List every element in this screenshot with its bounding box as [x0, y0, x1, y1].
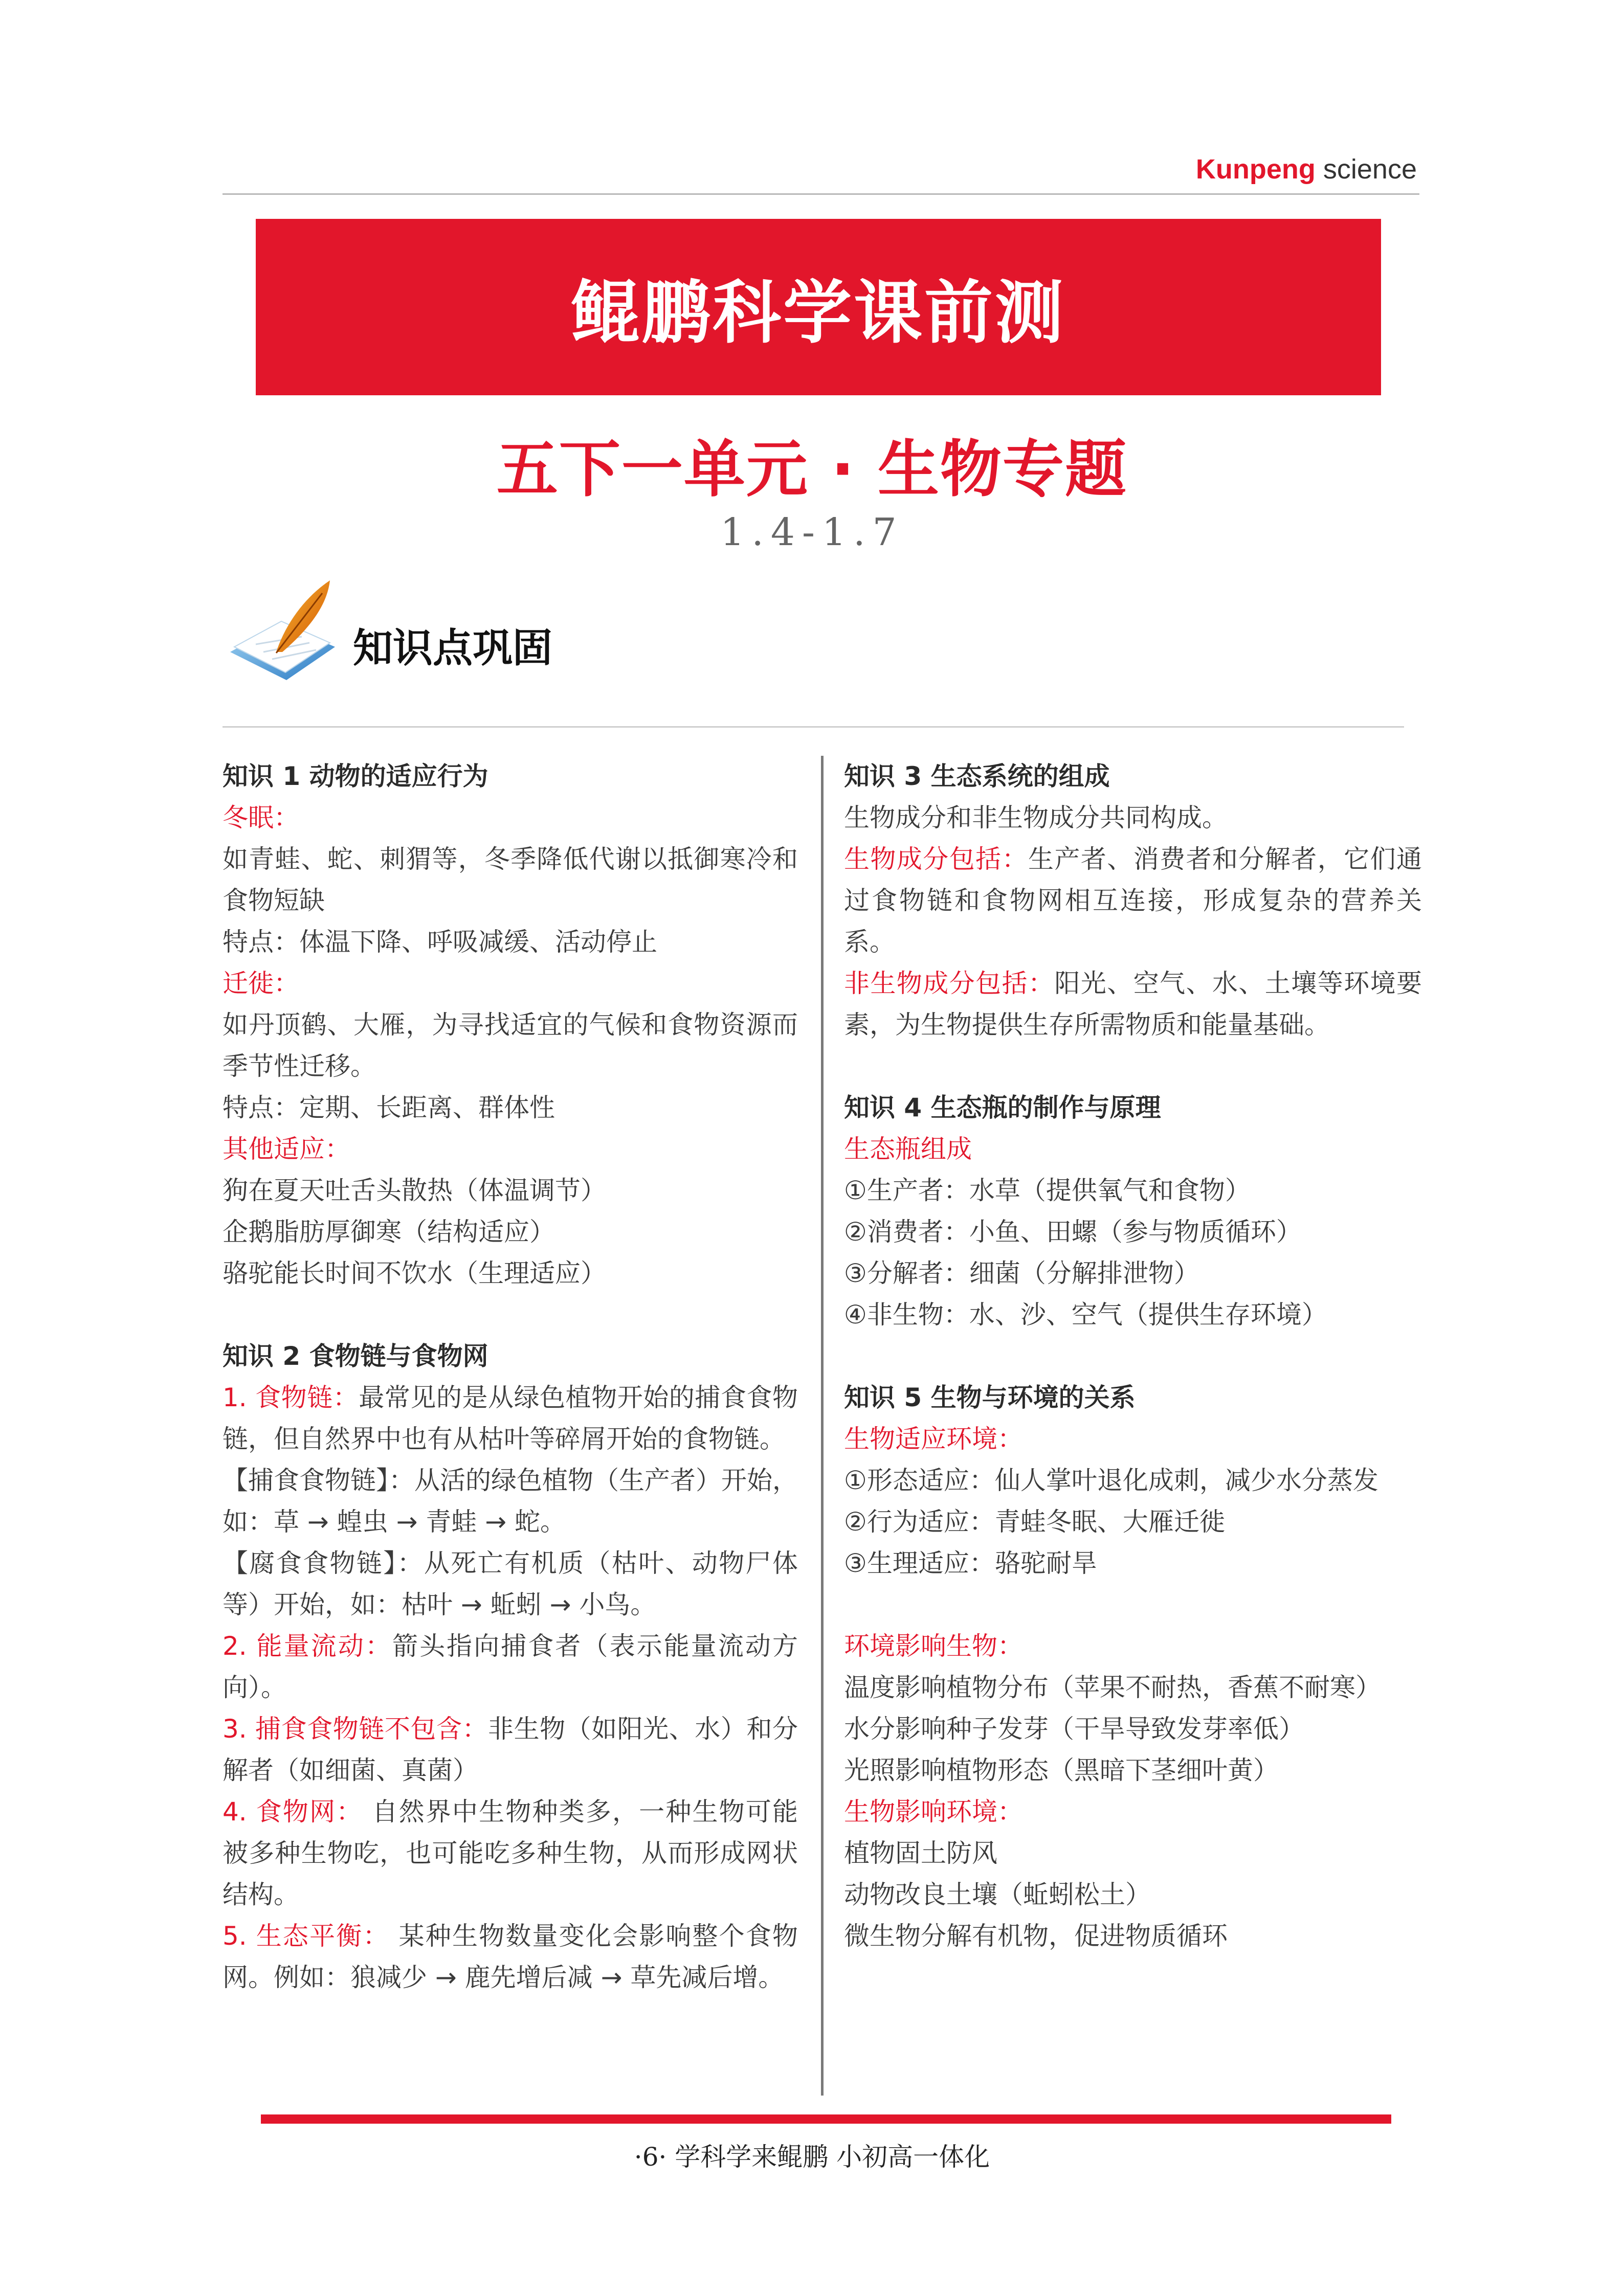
k3-bio-label: 生物成分包括：: [844, 844, 1028, 874]
k2-p3: 【腐食食物链】：从死亡有机质（枯叶、动物尸体等）开始，如：枯叶 → 蚯蚓 → 小鸟。: [223, 1548, 798, 1619]
footer-bar: [261, 2114, 1391, 2124]
brand-name: Kunpeng: [1195, 154, 1316, 185]
k3-intro: 生物成分和非生物成分共同构成。: [844, 803, 1228, 832]
k5-title: 知识 5 生物与环境的关系: [844, 1383, 1136, 1412]
k1-hibernate-text: 如青蛙、蛇、刺猬等，冬季降低代谢以抵御寒冷和食物短缺: [223, 844, 798, 915]
k3-title: 知识 3 生态系统的组成: [844, 761, 1110, 791]
k5-bio-1: 植物固土防风: [844, 1838, 997, 1868]
k4-sub-label: 生态瓶组成: [844, 1134, 972, 1164]
brand-logo: [1196, 153, 1417, 185]
k1-hibernate-label: 冬眠：: [223, 803, 299, 832]
brand-suffix: science: [1315, 154, 1417, 185]
k2-p7: [223, 1916, 798, 1998]
k2-p4-text: 箭头指向捕食者（表示能量流动方向）。: [223, 1631, 798, 1702]
k2-p1-label: 1. 食物链：: [223, 1383, 359, 1412]
k2-p6-label: 4. 食物网：: [223, 1797, 363, 1827]
k5-env-2: 水分影响种子发芽（干旱导致发芽率低）: [844, 1714, 1304, 1744]
k4-item-2: ②消费者：小鱼、田螺（参与物质循环）: [844, 1217, 1302, 1247]
k5-bio-2: 动物改良土壤（蚯蚓松土）: [844, 1880, 1151, 1909]
k1-migrate-label: 迁徙：: [223, 969, 299, 998]
left-column: [223, 756, 798, 1998]
k2-p6-text: 自然界中生物种类多，一种生物可能被多种生物吃，也可能吃多种生物，从而形成网状结构。: [223, 1797, 798, 1909]
k2-p7-label: 5. 生态平衡：: [223, 1921, 390, 1951]
title-banner: [256, 219, 1381, 395]
k2-p1: [223, 1377, 798, 1460]
k3-abio-label: 非生物成分包括：: [844, 969, 1055, 998]
section-heading: 知识点巩固: [353, 625, 553, 671]
k5-adapt-2: ②行为适应：青蛙冬眠、大雁迁徙: [844, 1507, 1225, 1537]
k4-item-3: ③分解者：细菌（分解排泄物）: [844, 1258, 1199, 1288]
k2-p5-label: 3. 捕食食物链不包含：: [223, 1714, 488, 1744]
section-divider: [223, 726, 1404, 728]
date-range: 1.4-1.7: [720, 510, 904, 554]
k2-p6: [223, 1791, 798, 1916]
page-footer: ·6· 学科学来鲲鹏 小初高一体化: [634, 2142, 990, 2172]
k1-hibernate-feature: 特点：体温下降、呼吸减缓、活动停止: [223, 927, 657, 957]
k1-other-label: 其他适应：: [223, 1134, 350, 1164]
k5-adapt-3: ③生理适应：骆驼耐旱: [844, 1548, 1097, 1578]
k2-p1-text: 最常见的是从绿色植物开始的捕食食物链，但自然界中也有从枯叶等碎屑开始的食物链。: [223, 1383, 798, 1454]
k1-other-1: 狗在夏天吐舌头散热（体温调节）: [223, 1176, 606, 1205]
k1-migrate-feature: 特点：定期、长距离、群体性: [223, 1093, 555, 1122]
page-subtitle: 五下一单元 · 生物专题: [496, 434, 1128, 505]
k2-p5: [223, 1708, 798, 1791]
k2-p5-text: 非生物（如阳光、水）和分解者（如细菌、真菌）: [223, 1714, 798, 1785]
k5-bio-3: 微生物分解有机物，促进物质循环: [844, 1921, 1228, 1951]
k3-bio: [844, 839, 1422, 963]
header-divider: [223, 193, 1419, 195]
k1-title: 知识 1 动物的适应行为: [223, 761, 488, 791]
k1-migrate-text: 如丹顶鹤、大雁，为寻找适宜的气候和食物资源而季节性迁移。: [223, 1010, 798, 1081]
k2-p4: [223, 1626, 798, 1708]
k5-env-3: 光照影响植物形态（黑暗下茎细叶黄）: [844, 1755, 1279, 1785]
k3-bio-text: 生产者、消费者和分解者，它们通过食物链和食物网相互连接，形成复杂的营养关系。: [844, 844, 1422, 957]
k5-adapt-label: 生物适应环境：: [844, 1424, 1023, 1454]
column-divider: [821, 756, 824, 2096]
k1-other-3: 骆驼能长时间不饮水（生理适应）: [223, 1258, 606, 1288]
k3-abio: [844, 963, 1422, 1046]
k5-bio-label: 生物影响环境：: [844, 1797, 1023, 1827]
k5-adapt-1: ①形态适应：仙人掌叶退化成刺，减少水分蒸发: [844, 1466, 1378, 1495]
k5-env-label: 环境影响生物：: [844, 1631, 1023, 1661]
book-quill-icon: [225, 575, 340, 688]
k1-other-2: 企鹅脂肪厚御寒（结构适应）: [223, 1217, 555, 1247]
k4-title: 知识 4 生态瓶的制作与原理: [844, 1093, 1161, 1122]
k2-title: 知识 2 食物链与食物网: [223, 1341, 488, 1371]
right-column: [844, 756, 1422, 1957]
page-title: 鲲鹏科学课前测: [571, 273, 1065, 353]
k2-p2: 【捕食食物链】：从活的绿色植物（生产者）开始，如：草 → 蝗虫 → 青蛙 → 蛇。: [223, 1466, 798, 1537]
k2-p4-label: 2. 能量流动：: [223, 1631, 393, 1661]
k3-abio-text: 阳光、空气、水、土壤等环境要素，为生物提供生存所需物质和能量基础。: [844, 969, 1422, 1040]
k5-env-1: 温度影响植物分布（苹果不耐热，香蕉不耐寒）: [844, 1673, 1381, 1702]
k2-p7-text: 某种生物数量变化会影响整个食物网。例如：狼减少 → 鹿先增后减 → 草先减后增。: [223, 1921, 798, 1992]
k4-item-4: ④非生物：水、沙、空气（提供生存环境）: [844, 1300, 1327, 1330]
k4-item-1: ①生产者：水草（提供氧气和食物）: [844, 1176, 1251, 1205]
